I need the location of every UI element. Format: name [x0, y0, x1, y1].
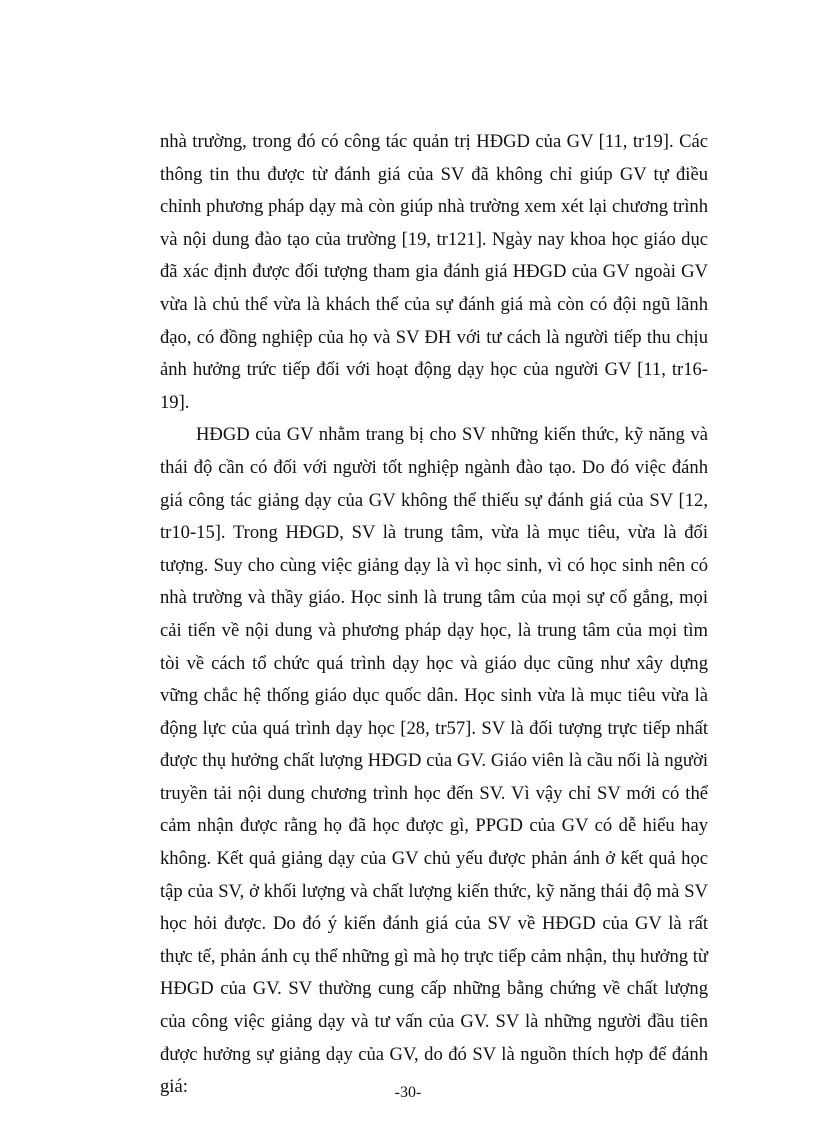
paragraph-continued: nhà trường, trong đó có công tác quản trị HĐGD của GV [11, tr19]. Các thông tin thu được từ đánh giá của SV đã không chỉ giúp GV tự điều chỉnh phương pháp dạy mà còn giúp nhà trường xem xét lại chương trình và nội dung đào tạo của trường [19, tr121]. Ngày nay khoa học giáo dục đã xác định được đối tượng tham gia đánh giá HĐGD của GV ngoài GV vừa là chủ thể vừa là khách thể của sự đánh giá mà còn có đội ngũ lãnh đạo, có đồng nghiệp của họ và SV ĐH với tư cách là người tiếp thu chịu ảnh hưởng trức tiếp đối với hoạt động dạy học của người GV [11, tr16-19].	[160, 131, 708, 413]
paragraph: HĐGD của GV nhằm trang bị cho SV những kiến thức, kỹ năng và thái độ cần có đối với người tốt nghiệp ngành đào tạo. Do đó việc đánh giá công tác giảng dạy của GV không thể thiếu sự đánh giá của SV [12, tr10-15]. Trong HĐGD, SV là trung tâm, vừa là mục tiêu, vừa là đối tượng. Suy cho cùng việc giảng dạy là vì học sinh, vì có học sinh nên có nhà trường và thầy giáo. Học sinh là trung tâm của mọi sự cố gắng, mọi cải tiến về nội dung và phương pháp dạy học, là trung tâm của mọi tìm tòi về cách tổ chức quá trình dạy học và giáo dục cũng như xây dựng vững chắc hệ thống giáo dục quốc dân. Học sinh vừa là mục tiêu vừa là động lực của quá trình dạy học [28, tr57]. SV là đối tượng trực tiếp nhất được thụ hưởng chất lượng HĐGD của GV. Giáo viên là cầu nối là người truyền tải nội dung chương trình học đến SV. Vì vậy chỉ SV mới có thể cảm nhận được rằng họ đã học được gì, PPGD của GV có dễ hiểu hay không. Kết quả giảng dạy của GV chủ yếu được phản ánh ở kết quả học tập của SV, ở khối lượng và chất lượng kiến thức, kỹ năng thái độ mà SV học hỏi được. Do đó ý kiến đánh giá của SV về HĐGD của GV là rất thực tế, phản ánh cụ thể những gì mà họ trực tiếp cảm nhận, thụ hưởng từ HĐGD của GV. SV thường cung cấp những bằng chứng về chất lượng của công việc giảng dạy và tư vấn của GV. SV là những người đầu tiên được hưởng sự giảng dạy của GV, do đó SV là nguồn thích hợp để đánh giá:	[160, 424, 708, 1098]
body-text	[160, 126, 708, 1104]
page-number: -30-	[394, 1084, 422, 1101]
